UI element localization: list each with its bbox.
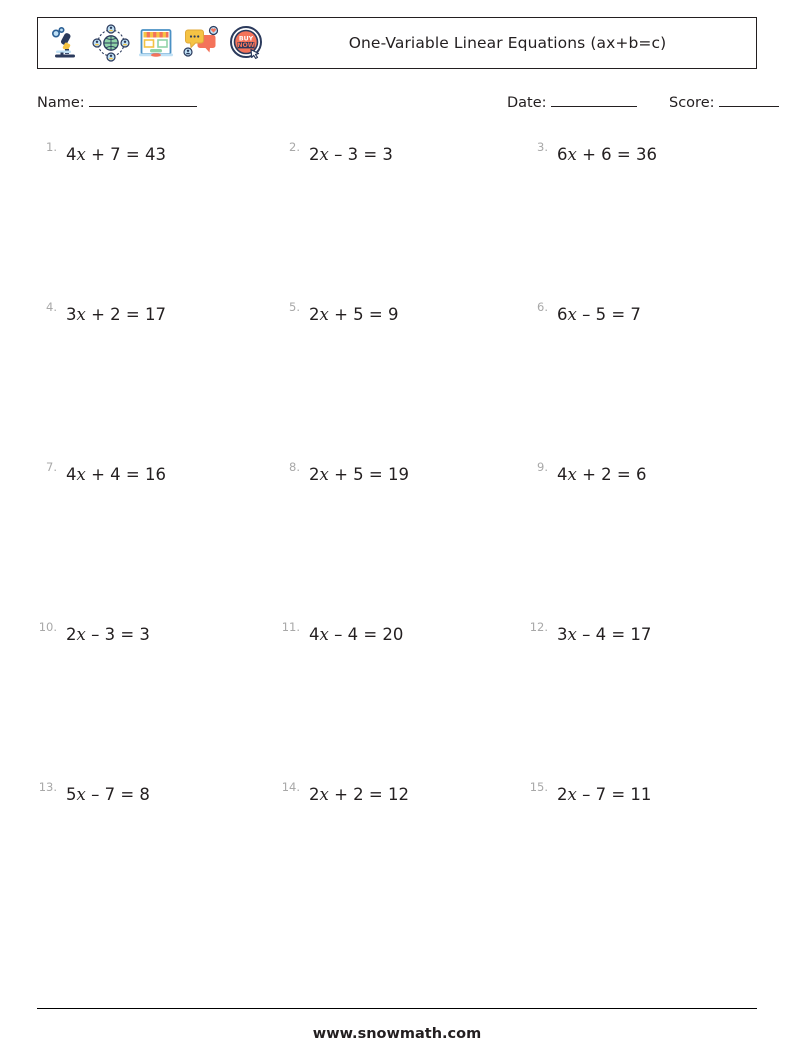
problem-equation: 2x – 3 = 3	[66, 625, 150, 644]
problem-number: 12.	[529, 620, 548, 634]
chat-bubbles-icon	[182, 24, 220, 62]
name-field-group	[37, 94, 197, 111]
problem-number: 14.	[281, 780, 300, 794]
problem-equation: 4x + 4 = 16	[66, 465, 166, 484]
problem-equation: 5x – 7 = 8	[66, 785, 150, 804]
problem-number: 7.	[46, 460, 57, 474]
name-label: Name:	[37, 94, 85, 111]
problem-number: 8.	[289, 460, 300, 474]
buy-now-label-line2: NOW	[237, 41, 255, 49]
score-input-blank[interactable]	[719, 94, 779, 107]
problem-number: 13.	[38, 780, 57, 794]
problem-equation: 2x – 3 = 3	[309, 145, 393, 164]
storefront-shop-icon	[137, 24, 175, 62]
problem-equation: 2x – 7 = 11	[557, 785, 652, 804]
problem-number: 6.	[537, 300, 548, 314]
problem-equation: 4x – 4 = 20	[309, 625, 404, 644]
problem-number: 2.	[289, 140, 300, 154]
footer-divider	[37, 1008, 757, 1009]
problem-number: 10.	[38, 620, 57, 634]
problem-item-5	[277, 293, 517, 453]
problem-grid	[37, 133, 757, 933]
problem-item-7	[37, 453, 277, 613]
problem-number: 3.	[537, 140, 548, 154]
problem-number: 9.	[537, 460, 548, 474]
worksheet-header	[37, 17, 757, 69]
page-title: One-Variable Linear Equations (ax+b=c)	[348, 34, 667, 52]
problem-equation: 4x + 7 = 43	[66, 145, 166, 164]
microscope-research-icon	[47, 24, 85, 62]
problem-row	[37, 133, 757, 293]
global-network-icon	[92, 24, 130, 62]
problem-item-10	[37, 613, 277, 773]
problem-equation: 2x + 2 = 12	[309, 785, 409, 804]
student-info-row	[37, 94, 757, 118]
buy-now-label-line1: BUY	[238, 35, 254, 43]
problem-item-3	[517, 133, 757, 293]
problem-item-6	[517, 293, 757, 453]
problem-number: 4.	[46, 300, 57, 314]
problem-number: 11.	[281, 620, 300, 634]
date-input-blank[interactable]	[551, 94, 637, 107]
problem-item-11	[277, 613, 517, 773]
problem-row	[37, 613, 757, 773]
problem-number: 5.	[289, 300, 300, 314]
problem-item-4	[37, 293, 277, 453]
problem-row	[37, 293, 757, 453]
problem-equation: 2x + 5 = 9	[309, 305, 399, 324]
problem-item-2	[277, 133, 517, 293]
problem-item-14	[277, 773, 517, 933]
problem-equation: 3x – 4 = 17	[557, 625, 652, 644]
problem-item-1	[37, 133, 277, 293]
problem-item-9	[517, 453, 757, 613]
date-label: Date:	[507, 94, 547, 111]
date-field-group	[507, 94, 637, 111]
problem-item-13	[37, 773, 277, 933]
problem-equation: 3x + 2 = 17	[66, 305, 166, 324]
problem-equation: 6x + 6 = 36	[557, 145, 657, 164]
problem-number: 15.	[529, 780, 548, 794]
problem-equation: 6x – 5 = 7	[557, 305, 641, 324]
problem-number: 1.	[46, 140, 57, 154]
problem-row	[37, 453, 757, 613]
footer-website-url[interactable]: www.snowmath.com	[312, 1026, 482, 1042]
problem-row	[37, 773, 757, 933]
name-input-blank[interactable]	[89, 94, 197, 107]
score-field-group	[669, 94, 779, 111]
problem-item-8	[277, 453, 517, 613]
problem-item-15	[517, 773, 757, 933]
header-icon-strip	[38, 24, 265, 62]
score-label: Score:	[669, 94, 715, 111]
buy-now-button-icon	[227, 24, 265, 62]
problem-equation: 2x + 5 = 19	[309, 465, 409, 484]
problem-item-12	[517, 613, 757, 773]
problem-equation: 4x + 2 = 6	[557, 465, 647, 484]
